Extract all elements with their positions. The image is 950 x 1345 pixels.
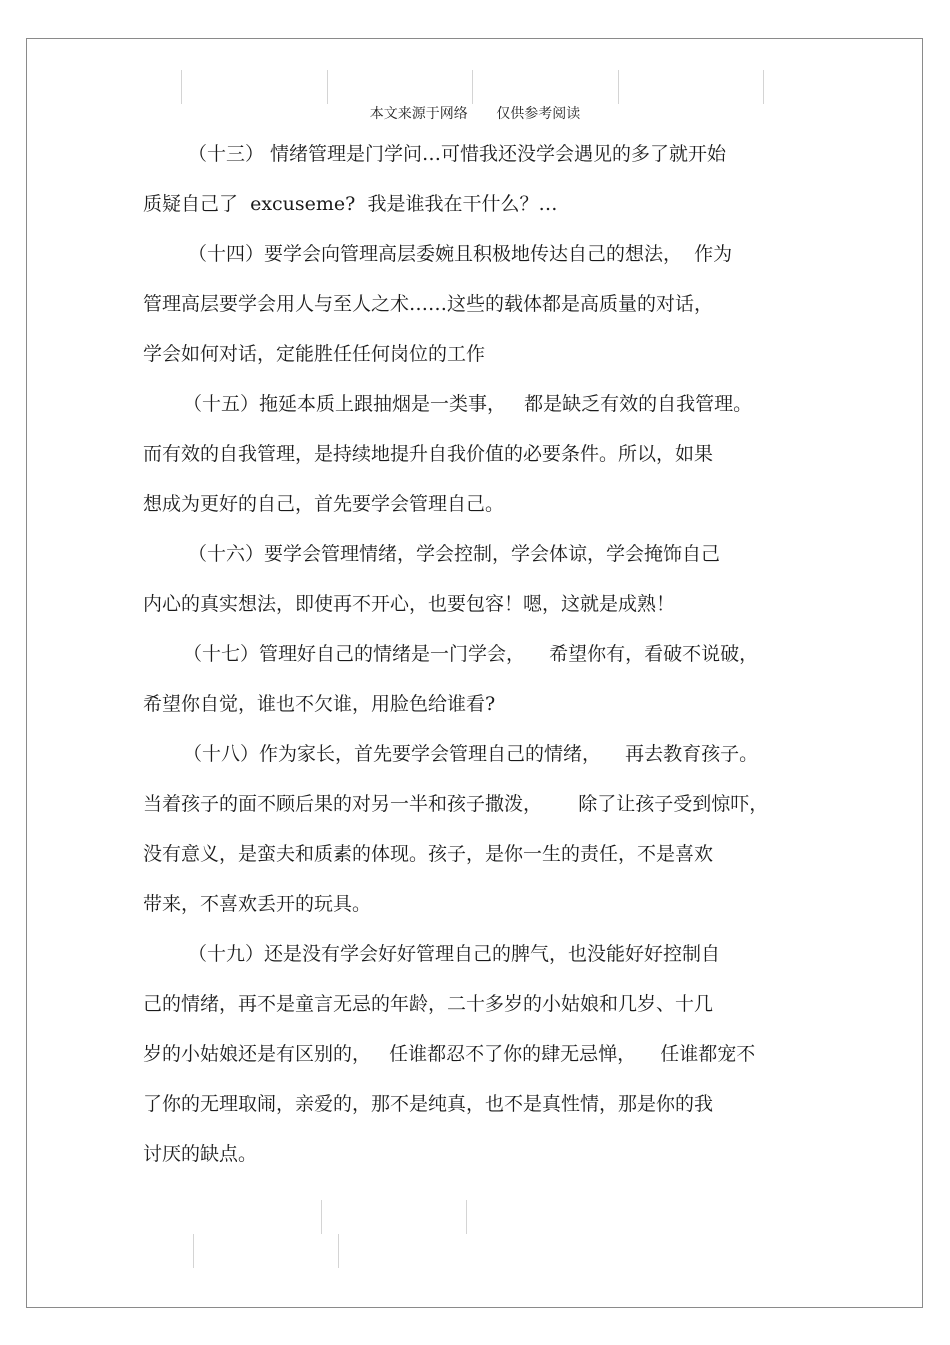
page-header [0, 103, 950, 123]
body-line: 管理高层要学会用人与至人之术……这些的载体都是高质量的对话， [143, 293, 714, 315]
body-line: （十四）要学会向管理高层委婉且积极地传达自己的想法， 作为 [188, 243, 733, 265]
body-line: 讨厌的缺点。 [143, 1143, 258, 1165]
body-line: 了你的无理取闹，亲爱的，那不是纯真，也不是真性情，那是你的我 [143, 1093, 714, 1115]
body-line: （十七）管理好自己的情绪是一门学会， 希望你有，看破不说破， [183, 643, 759, 665]
header-note: 仅供参考阅读 [496, 106, 581, 122]
header-divider [181, 70, 182, 104]
body-line: （十八）作为家长，首先要学会管理自己的情绪， 再去教育孩子。 [183, 743, 759, 765]
body-line: （十九）还是没有学会好好管理自己的脾气，也没能好好控制自 [188, 943, 721, 965]
body-line: 希望你自觉，谁也不欠谁，用脸色给谁看? [143, 693, 496, 715]
body-line: 己的情绪，再不是童言无忌的年龄，二十多岁的小姑娘和几岁、十几 [143, 993, 714, 1015]
header-divider [618, 70, 619, 104]
body-line: 带来，不喜欢丢开的玩具。 [143, 893, 372, 915]
footer-divider [466, 1200, 467, 1234]
body-line: 想成为更好的自己，首先要学会管理自己。 [143, 493, 505, 515]
body-line: 岁的小姑娘还是有区别的， 任谁都忍不了你的肆无忌惮， 任谁都宠不 [143, 1043, 756, 1065]
header-divider [763, 70, 764, 104]
body-line: 没有意义，是蛮夫和质素的体现。孩子，是你一生的责任，不是喜欢 [143, 843, 714, 865]
body-line: （十五）拖延本质上跟抽烟是一类事， 都是缺乏有效的自我管理。 [183, 393, 753, 415]
body-line: 内心的真实想法，即使再不开心，也要包容！嗯，这就是成熟！ [143, 593, 676, 615]
body-line: 质疑自己了 excuseme? 我是谁我在干什么？… [143, 193, 558, 215]
footer-divider [338, 1234, 339, 1268]
header-divider [327, 70, 328, 104]
body-line: （十六）要学会管理情绪，学会控制，学会体谅，学会掩饰自己 [188, 543, 721, 565]
body-line: （十三） 情绪管理是门学问…可惜我还没学会遇见的多了就开始 [188, 143, 727, 165]
page-border [26, 38, 923, 1308]
body-line: 学会如何对话，定能胜任任何岗位的工作 [143, 343, 486, 365]
body-line: 而有效的自我管理，是持续地提升自我价值的必要条件。所以，如果 [143, 443, 714, 465]
footer-divider [193, 1234, 194, 1268]
body-line: 当着孩子的面不顾后果的对另一半和孩子撒泼， 除了让孩子受到惊吓， [143, 793, 769, 815]
header-divider [472, 70, 473, 104]
header-source: 本文来源于网络 [369, 106, 468, 122]
footer-divider [321, 1200, 322, 1234]
